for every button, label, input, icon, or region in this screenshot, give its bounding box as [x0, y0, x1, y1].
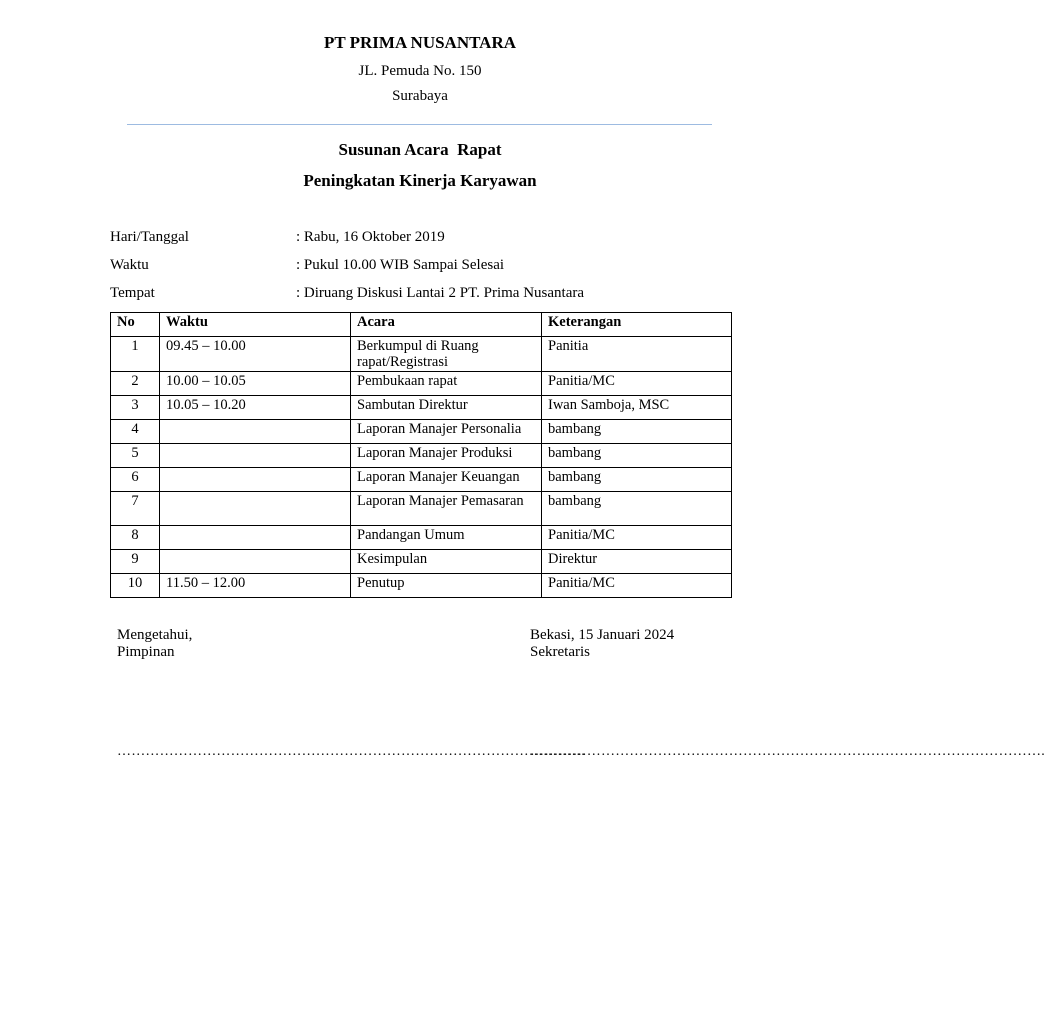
cell-keterangan: Iwan Samboja, MSC: [542, 396, 732, 420]
cell-acara: Berkumpul di Ruang rapat/Registrasi: [351, 337, 542, 372]
cell-no: 1: [111, 337, 160, 372]
cell-no: 4: [111, 420, 160, 444]
cell-acara: Laporan Manajer Pemasaran: [351, 492, 542, 526]
cell-acara: Kesimpulan: [351, 550, 542, 574]
cell-waktu: 11.50 – 12.00: [160, 574, 351, 598]
info-label-time: Waktu: [110, 257, 149, 273]
signature-left-caption: Mengetahui,: [117, 627, 193, 643]
cell-keterangan: Direktur: [542, 550, 732, 574]
signature-right-role: Sekretaris: [530, 644, 590, 660]
cell-keterangan: bambang: [542, 420, 732, 444]
table-row: [111, 444, 732, 468]
cell-keterangan: Panitia: [542, 337, 732, 372]
signature-left-line: ………………………………………………………………………………………: [117, 744, 586, 759]
cell-acara: Laporan Manajer Personalia: [351, 420, 542, 444]
table-row: [111, 550, 732, 574]
document-title: Susunan Acara Rapat: [338, 140, 502, 159]
cell-no: 10: [111, 574, 160, 598]
table-header-row: [111, 313, 732, 337]
cell-keterangan: bambang: [542, 468, 732, 492]
cell-waktu: [160, 550, 351, 574]
column-header-no: No: [111, 313, 160, 337]
cell-no: 5: [111, 444, 160, 468]
column-header-waktu: Waktu: [160, 313, 351, 337]
cell-waktu: 10.00 – 10.05: [160, 372, 351, 396]
cell-keterangan: Panitia/MC: [542, 574, 732, 598]
cell-no: 7: [111, 492, 160, 526]
info-value-place: : Diruang Diskusi Lantai 2 PT. Prima Nusantara: [296, 285, 585, 301]
agenda-table: [110, 312, 732, 598]
cell-acara: Pembukaan rapat: [351, 372, 542, 396]
info-value-date: : Rabu, 16 Oktober 2019: [296, 229, 445, 245]
column-header-acara: Acara: [351, 313, 542, 337]
cell-waktu: [160, 468, 351, 492]
cell-acara: Pandangan Umum: [351, 526, 542, 550]
cell-waktu: 10.05 – 10.20: [160, 396, 351, 420]
cell-no: 6: [111, 468, 160, 492]
signature-right-line: ……………………………………………………………………………………………….: [530, 744, 1045, 759]
cell-no: 2: [111, 372, 160, 396]
cell-acara: Laporan Manajer Produksi: [351, 444, 542, 468]
cell-keterangan: bambang: [542, 492, 732, 526]
cell-waktu: [160, 420, 351, 444]
table-row: [111, 396, 732, 420]
cell-keterangan: bambang: [542, 444, 732, 468]
info-value-time: : Pukul 10.00 WIB Sampai Selesai: [296, 257, 505, 273]
signature-right-date: Bekasi, 15 Januari 2024: [530, 627, 675, 643]
cell-keterangan: Panitia/MC: [542, 372, 732, 396]
address-city: Surabaya: [392, 88, 448, 104]
table-row: [111, 372, 732, 396]
cell-waktu: [160, 526, 351, 550]
cell-acara: Laporan Manajer Keuangan: [351, 468, 542, 492]
info-label-place: Tempat: [110, 285, 155, 301]
table-row: [111, 420, 732, 444]
column-header-keterangan: Keterangan: [542, 313, 732, 337]
cell-waktu: [160, 444, 351, 468]
table-row: [111, 526, 732, 550]
cell-no: 3: [111, 396, 160, 420]
cell-no: 9: [111, 550, 160, 574]
cell-waktu: [160, 492, 351, 526]
table-row: [111, 468, 732, 492]
cell-waktu: 09.45 – 10.00: [160, 337, 351, 372]
cell-acara: Penutup: [351, 574, 542, 598]
table-row: [111, 574, 732, 598]
cell-no: 8: [111, 526, 160, 550]
table-row: [111, 492, 732, 526]
header-divider: [127, 124, 712, 125]
cell-keterangan: Panitia/MC: [542, 526, 732, 550]
table-row: [111, 337, 732, 372]
address-street: JL. Pemuda No. 150: [358, 63, 482, 79]
cell-acara: Sambutan Direktur: [351, 396, 542, 420]
info-label-date: Hari/Tanggal: [110, 229, 189, 245]
signature-left-role: Pimpinan: [117, 644, 175, 660]
company-name: PT PRIMA NUSANTARA: [323, 33, 517, 52]
document-subtitle: Peningkatan Kinerja Karyawan: [303, 171, 537, 190]
